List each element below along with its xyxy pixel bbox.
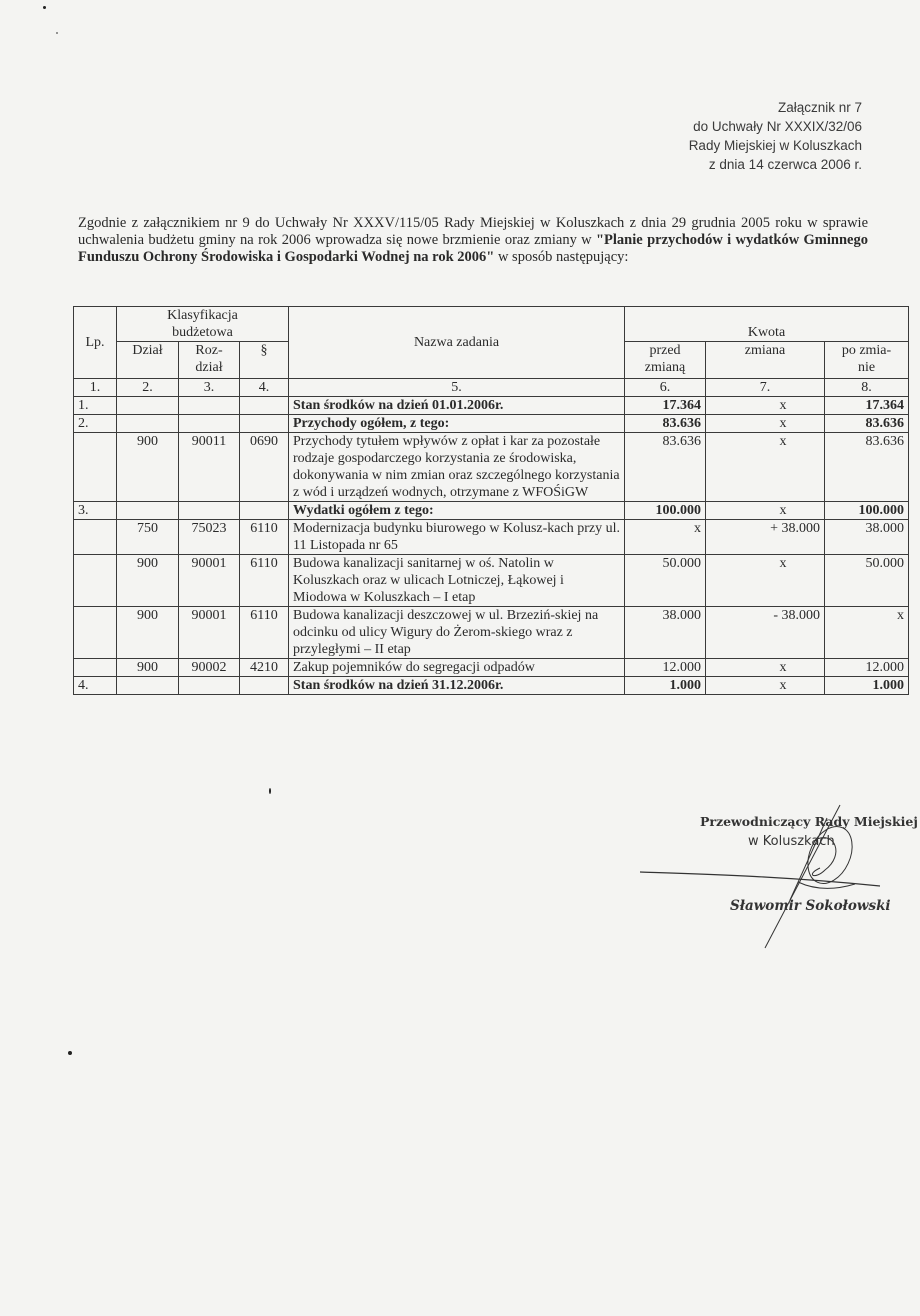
row-nazwa: Stan środków na dzień 31.12.2006r.: [289, 677, 625, 695]
row-przed-zmiana: x: [625, 520, 706, 555]
resolution-number: do Uchwały Nr XXXIX/32/06: [693, 119, 862, 134]
handwritten-signature: [640, 800, 920, 950]
row-przed-zmiana: 100.000: [625, 502, 706, 520]
row-przed-zmiana: 1.000: [625, 677, 706, 695]
row-po-zmianie: 12.000: [825, 659, 909, 677]
intro-plan-title: "Planie przychodów i wydatków Gminnego Funduszu Ochrony Środowiska i Gospodarki Wodnej na rok 2006": [78, 232, 868, 265]
council-name: Rady Miejskiej w Koluszkach: [688, 138, 862, 153]
row-dzial: [117, 397, 179, 415]
signature-name: Sławomir Sokołowski: [730, 898, 891, 914]
row-nazwa: Stan środków na dzień 01.01.2006r.: [289, 397, 625, 415]
row-nazwa: Przychody tytułem wpływów z opłat i kar za pozostałe rodzaje gospodarczego korzystania ze środowiska, dokonywania w nim zmian oraz szczególnego korzystania z wód i urządzeń wodnych, otrzymane z WFOŚiGW: [289, 433, 625, 502]
column-number: 2.: [117, 379, 179, 397]
row-paragraf: 0690: [240, 433, 289, 502]
signature-title: Przewodniczący Rady Miejskiej: [700, 814, 918, 829]
row-po-zmianie: x: [825, 607, 909, 659]
header-przed-label: przed zmianą: [644, 343, 686, 375]
budget-table: [73, 306, 909, 695]
row-zmiana: x: [706, 659, 825, 677]
row-paragraf: [240, 677, 289, 695]
intro-text-before: Zgodnie z załącznikiem nr 9 do Uchwały Nr XXXV/115/05 Rady Miejskiej w Koluszkach z dnia 29 grudnia 2005 roku w sprawie uchwalenia budżetu gminy na rok 2006 wprowadza się nowe brzmienie oraz zmiany w: [78, 215, 868, 248]
row-rozdzial: 90002: [179, 659, 240, 677]
header-nazwa: Nazwa zadania: [289, 307, 625, 379]
row-rozdzial: 90001: [179, 607, 240, 659]
header-po-label: po zmia- nie: [841, 343, 892, 375]
row-po-zmianie: 1.000: [825, 677, 909, 695]
row-paragraf: [240, 415, 289, 433]
row-lp: 2.: [74, 415, 117, 433]
header-klasyfikacja-label: Klasyfikacja budżetowa: [167, 308, 238, 340]
scan-speck: [43, 6, 46, 9]
row-zmiana: - 38.000: [706, 607, 825, 659]
row-zmiana: x: [706, 677, 825, 695]
row-rozdzial: 90011: [179, 433, 240, 502]
row-rozdzial: [179, 397, 240, 415]
row-lp: 4.: [74, 677, 117, 695]
table-row: [74, 555, 909, 607]
row-rozdzial: [179, 502, 240, 520]
row-przed-zmiana: 50.000: [625, 555, 706, 607]
attachment-header: [689, 98, 862, 174]
intro-paragraph: [78, 215, 868, 266]
row-po-zmianie: 83.636: [825, 415, 909, 433]
row-nazwa: Wydatki ogółem z tego:: [289, 502, 625, 520]
column-number: 7.: [706, 379, 825, 397]
row-zmiana: + 38.000: [706, 520, 825, 555]
row-paragraf: 6110: [240, 520, 289, 555]
header-paragraf: §: [240, 342, 289, 379]
table-row: [74, 397, 909, 415]
header-po: [825, 342, 909, 379]
column-number: 5.: [289, 379, 625, 397]
row-paragraf: [240, 502, 289, 520]
scan-speck: [68, 1051, 72, 1055]
header-zmiana: zmiana: [706, 342, 825, 379]
row-lp: [74, 555, 117, 607]
row-paragraf: 4210: [240, 659, 289, 677]
row-po-zmianie: 38.000: [825, 520, 909, 555]
row-zmiana: x: [706, 502, 825, 520]
row-zmiana: x: [706, 415, 825, 433]
row-rozdzial: 75023: [179, 520, 240, 555]
header-rozdzial: [179, 342, 240, 379]
table-row: [74, 659, 909, 677]
row-dzial: [117, 502, 179, 520]
row-po-zmianie: 50.000: [825, 555, 909, 607]
row-dzial: [117, 677, 179, 695]
row-rozdzial: [179, 415, 240, 433]
table-row: [74, 607, 909, 659]
row-przed-zmiana: 17.364: [625, 397, 706, 415]
row-rozdzial: 90001: [179, 555, 240, 607]
table-row: [74, 415, 909, 433]
row-przed-zmiana: 83.636: [625, 433, 706, 502]
row-nazwa: Zakup pojemników do segregacji odpadów: [289, 659, 625, 677]
row-lp: [74, 520, 117, 555]
row-dzial: 900: [117, 607, 179, 659]
row-nazwa: Budowa kanalizacji deszczowej w ul. Brzeziń-skiej na odcinku od ulicy Wigury do Żerom-skiego wraz z przyległymi – II etap: [289, 607, 625, 659]
table-row: [74, 502, 909, 520]
row-przed-zmiana: 83.636: [625, 415, 706, 433]
signature-block: [640, 800, 920, 940]
row-przed-zmiana: 38.000: [625, 607, 706, 659]
column-number: 3.: [179, 379, 240, 397]
table-row: [74, 433, 909, 502]
row-dzial: 750: [117, 520, 179, 555]
column-number: 1.: [74, 379, 117, 397]
row-po-zmianie: 83.636: [825, 433, 909, 502]
header-row-1: [74, 307, 909, 342]
signature-place: w Koluszkach: [748, 834, 835, 849]
row-dzial: 900: [117, 659, 179, 677]
row-nazwa: Modernizacja budynku biurowego w Kolusz-kach przy ul. 11 Listopada nr 65: [289, 520, 625, 555]
header-dzial: Dział: [117, 342, 179, 379]
column-numbers-row: [74, 379, 909, 397]
row-dzial: 900: [117, 433, 179, 502]
row-zmiana: x: [706, 397, 825, 415]
row-dzial: 900: [117, 555, 179, 607]
scan-speck: [56, 32, 58, 34]
header-lp: Lp.: [74, 307, 117, 379]
row-po-zmianie: 17.364: [825, 397, 909, 415]
header-kwota: Kwota: [625, 307, 909, 342]
header-klasyfikacja: [117, 307, 289, 342]
scan-speck: [269, 788, 271, 794]
table-row: [74, 677, 909, 695]
row-lp: 1.: [74, 397, 117, 415]
header-rozdzial-label: Roz- dział: [195, 343, 223, 375]
column-number: 8.: [825, 379, 909, 397]
row-dzial: [117, 415, 179, 433]
row-zmiana: x: [706, 555, 825, 607]
row-paragraf: 6110: [240, 555, 289, 607]
row-lp: 3.: [74, 502, 117, 520]
row-przed-zmiana: 12.000: [625, 659, 706, 677]
row-lp: [74, 659, 117, 677]
attachment-number: Załącznik nr 7: [777, 100, 862, 115]
row-paragraf: [240, 397, 289, 415]
header-przed: [625, 342, 706, 379]
row-po-zmianie: 100.000: [825, 502, 909, 520]
row-paragraf: 6110: [240, 607, 289, 659]
row-nazwa: Budowa kanalizacji sanitarnej w oś. Natolin w Koluszkach oraz w ulicach Lotniczej, Łąkowej i Miodowa w Koluszkach – I etap: [289, 555, 625, 607]
row-lp: [74, 607, 117, 659]
column-number: 6.: [625, 379, 706, 397]
table-row: [74, 520, 909, 555]
column-number: 4.: [240, 379, 289, 397]
intro-text-after: w sposób następujący:: [494, 249, 629, 265]
row-lp: [74, 433, 117, 502]
resolution-date: z dnia 14 czerwca 2006 r.: [708, 157, 862, 172]
row-nazwa: Przychody ogółem, z tego:: [289, 415, 625, 433]
row-rozdzial: [179, 677, 240, 695]
row-zmiana: x: [706, 433, 825, 502]
